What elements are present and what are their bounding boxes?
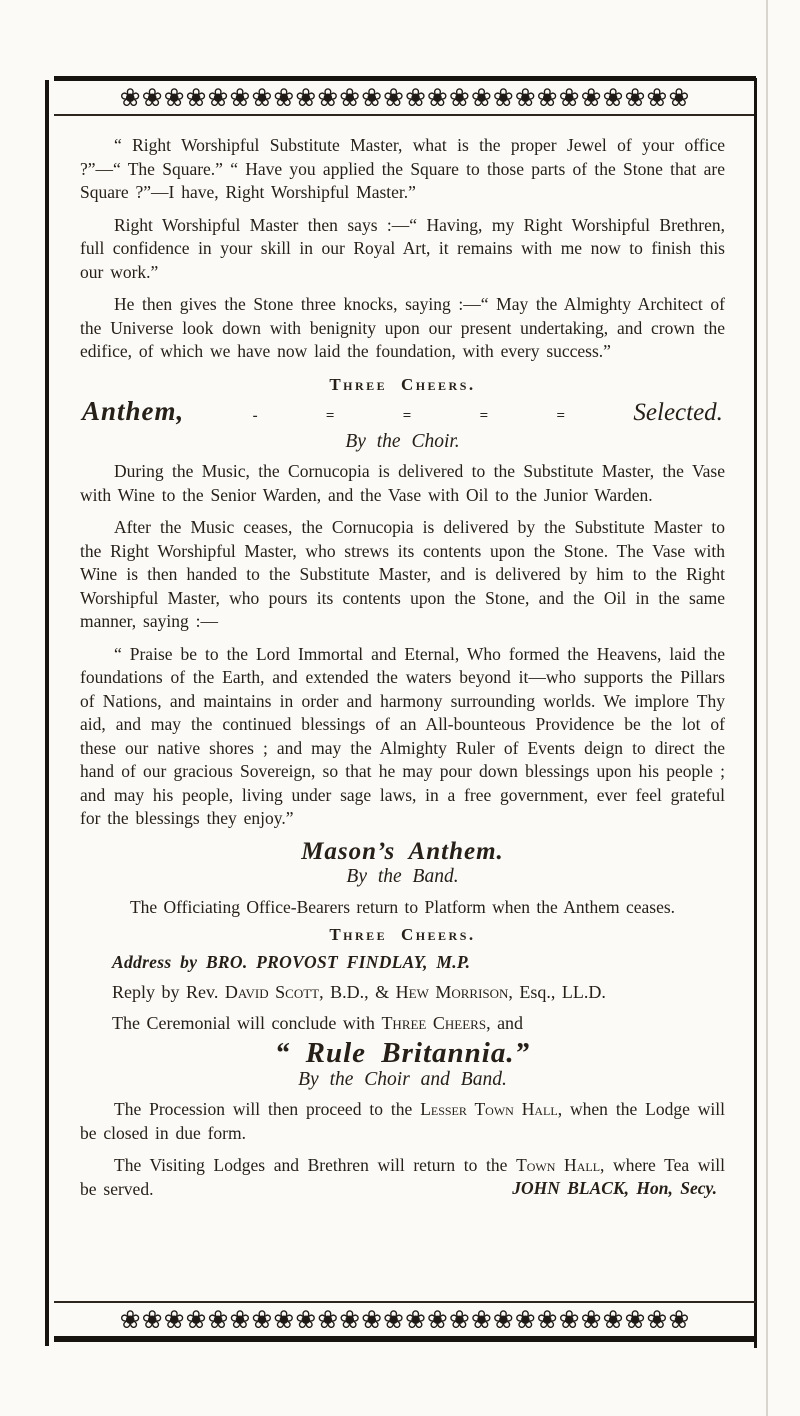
paragraph-praise-prayer: “ Praise be to the Lord Immortal and Eternal, Who formed the Heavens, laid the foundations of the Earth, and extended the waters beyond it—who supports the Pillars of Nations, and maintains in order and harmony surrounding worlds. We implore Thy aid, and may the continued blessings of an All-bounteous Providence be the lot of these our native shores ; and may the Almighty Ruler of Events deign to direct the hand of our gracious Sovereign, so that he may pour down blessings upon his people ; and may his people, living under sage laws, in a free government, ever feel grateful for the blessings they enjoy.” <box>80 643 725 828</box>
secretary-signature: JOHN BLACK, Hon, Secy. <box>512 1177 717 1198</box>
right-frame-rule <box>754 78 757 1348</box>
paragraph-procession: The Procession will then proceed to the Lesser Town Hall, when the Lodge will be closed in due form. <box>80 1099 725 1143</box>
leader-mark: = <box>402 408 412 424</box>
anthem-selected-label: Selected. <box>633 399 723 426</box>
heading-masons-anthem: Mason’s Anthem. <box>301 837 504 865</box>
paragraph-during-music: During the Music, the Cornucopia is delivered to the Substitute Master, the Vase with Wine to the Senior Warden, and the Vase with Oil to the Junior Warden. <box>80 461 725 505</box>
paragraph-after-music: After the Music ceases, the Cornucopia is delivered by the Substitute Master to the Right Worshipful Master, who strews its contents upon the Stone. The Vase with Wine is then handed to the Substitute Master, and is delivered by him to the Right Worshipful Master, who pours its contents upon the Stone, and the Oil in the same manner, saying :— <box>80 517 725 631</box>
byline-choir: By the Choir. <box>345 430 460 452</box>
byline-band: By the Band. <box>346 866 459 887</box>
anthem-programme-line <box>82 396 723 429</box>
leader-mark: = <box>479 408 489 424</box>
heading-three-cheers-1: Three Cheers. <box>329 374 476 394</box>
anthem-label: Anthem, <box>82 396 185 426</box>
florette-border-top-icon: ❀❀❀❀❀❀❀❀❀❀❀❀❀❀❀❀❀❀❀❀❀❀❀❀❀❀ <box>54 76 756 116</box>
byline-choir-and-band: By the Choir and Band. <box>298 1068 507 1090</box>
paragraph-jewel-question: “ Right Worshipful Substitute Master, what is the proper Jewel of your office ?”—“ The Square.” “ Have you applied the Square to those parts of the Stone that are Square ?”—I have, Right Worshipful Master.” <box>80 135 725 202</box>
closing-block <box>80 1154 725 1201</box>
paragraph-visiting-lodges: The Visiting Lodges and Brethren will return to the Town Hall, where Tea will be served. <box>80 1155 726 1199</box>
heading-rule-britannia: “ Rule Britannia.” <box>274 1037 531 1069</box>
page-edge-shadow <box>766 0 768 1416</box>
line-reply: Reply by Rev. David Scott, B.D., & Hew Morrison, Esq., LL.D. <box>112 982 606 1002</box>
line-ceremonial-conclude: The Ceremonial will conclude with Three Cheers, and <box>112 1012 524 1033</box>
paragraph-master-says: Right Worshipful Master then says :—“ Having, my Right Worshipful Brethren, full confidence in your skill in our Royal Art, it remains with me now to finish this our work.” <box>80 214 725 282</box>
heading-three-cheers-2: Three Cheers. <box>329 925 476 944</box>
line-officiating: The Officiating Office-Bearers return to Platform when the Anthem ceases. <box>129 896 676 917</box>
left-frame-rule <box>45 80 49 1346</box>
leader-mark: = <box>325 408 335 424</box>
paragraph-three-knocks: He then gives the Stone three knocks, saying :—“ May the Almighty Architect of the Universe look down with benignity upon our present undertaking, and crown the edifice, of which we have now laid the foundation, with every success.” <box>80 294 725 361</box>
line-address-provost: Address by BRO. PROVOST FINDLAY, M.P. <box>112 951 471 972</box>
programme-text-column <box>80 134 725 1210</box>
florette-border-bottom-icon: ❀❀❀❀❀❀❀❀❀❀❀❀❀❀❀❀❀❀❀❀❀❀❀❀❀❀ <box>54 1301 756 1342</box>
leader-mark: = <box>556 408 566 424</box>
leader-dash: - <box>252 408 258 424</box>
